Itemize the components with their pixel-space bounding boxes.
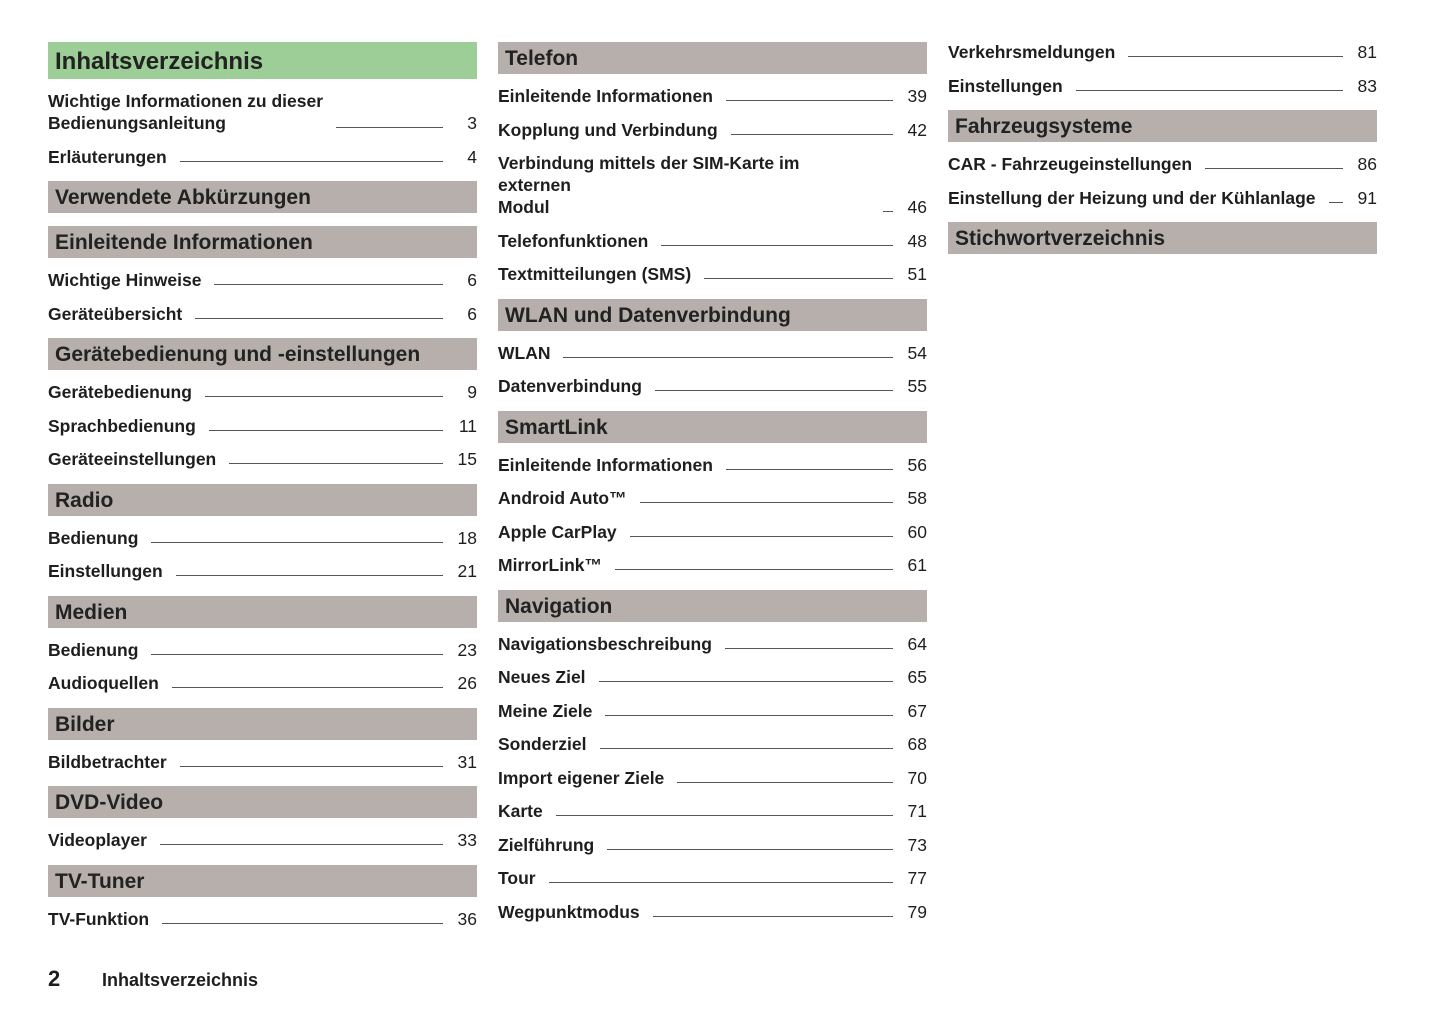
toc-entry[interactable] <box>498 515 927 549</box>
entry-page-number: 86 <box>1357 154 1377 174</box>
entry-page-number: 6 <box>467 270 477 290</box>
toc-entry[interactable] <box>48 297 477 331</box>
toc-entry[interactable] <box>498 794 927 828</box>
entry-list <box>48 818 477 857</box>
toc-entry[interactable] <box>48 140 477 174</box>
entry-page-number: 71 <box>907 801 927 821</box>
toc-entry[interactable] <box>48 521 477 555</box>
toc-entry[interactable] <box>498 761 927 795</box>
leader-line <box>151 542 443 543</box>
entry-list <box>48 79 477 173</box>
entry-page-number: 60 <box>907 521 927 542</box>
entry-page-number: 68 <box>907 734 927 754</box>
toc-section <box>48 865 477 936</box>
entry-page-number: 77 <box>907 868 927 888</box>
leader-line <box>661 245 893 246</box>
toc-entry[interactable] <box>498 224 927 258</box>
toc-section <box>948 222 1377 259</box>
toc-entry[interactable] <box>48 442 477 476</box>
toc-entry[interactable] <box>498 481 927 515</box>
entry-list <box>48 628 477 700</box>
toc-entry[interactable] <box>498 895 927 929</box>
toc-entry[interactable] <box>948 69 1377 103</box>
entry-title: Import eigener Ziele <box>498 767 665 788</box>
section-heading[interactable]: SmartLink <box>498 411 927 443</box>
leader-line <box>677 782 893 783</box>
entry-page-number: 9 <box>467 382 477 402</box>
leader-line <box>600 748 894 749</box>
toc-entry[interactable] <box>48 84 477 140</box>
toc-section <box>48 708 477 779</box>
entry-page-number: 58 <box>907 488 927 508</box>
leader-line <box>214 284 443 285</box>
entry-page-number: 39 <box>907 86 927 106</box>
leader-line <box>176 575 443 576</box>
entry-page-number: 65 <box>907 667 927 687</box>
toc-entry[interactable] <box>498 113 927 147</box>
entry-title: Einstellungen <box>948 75 1063 96</box>
leader-line <box>205 396 443 397</box>
entry-list <box>498 443 927 582</box>
entry-page-number: 4 <box>467 146 477 167</box>
entry-page-number: 91 <box>1357 187 1377 208</box>
entry-page-number: 18 <box>457 527 477 548</box>
entry-page-number: 23 <box>457 639 477 660</box>
toc-entry[interactable] <box>948 181 1377 215</box>
toc-entry[interactable] <box>948 147 1377 181</box>
entry-title: Erläuterungen <box>48 146 167 167</box>
entry-title: Wichtige Informationen zu dieser Bedienungsanleitung <box>48 91 324 133</box>
entry-title: Verbindung mittels der SIM-Karte im externen Modul <box>498 153 800 217</box>
entry-title: Einleitende Informationen <box>498 86 713 106</box>
leader-line <box>1128 56 1343 57</box>
section-heading[interactable]: Navigation <box>498 590 927 622</box>
entry-list <box>48 897 477 936</box>
entry-list <box>48 740 477 779</box>
toc-entry[interactable] <box>498 727 927 761</box>
entry-page-number: 6 <box>467 303 477 324</box>
entry-title: Kopplung und Verbindung <box>498 119 718 140</box>
section-heading[interactable]: Verwendete Abkürzungen <box>48 181 477 213</box>
leader-line <box>607 849 893 850</box>
leader-line <box>653 916 893 917</box>
leader-line <box>883 211 893 212</box>
leader-line <box>599 681 893 682</box>
entry-title: Bedienung <box>48 639 139 660</box>
page-number: 2 <box>48 966 61 991</box>
toc-section <box>48 226 477 330</box>
leader-line <box>195 318 443 319</box>
entry-title: Tour <box>498 868 536 888</box>
entry-title: Geräteübersicht <box>48 303 183 324</box>
entry-list <box>948 35 1377 102</box>
toc-section <box>498 590 927 929</box>
entry-list <box>48 258 477 330</box>
leader-line <box>162 923 443 924</box>
leader-line <box>704 278 893 279</box>
toc-section <box>948 110 1377 214</box>
leader-line <box>615 569 893 570</box>
toc-section <box>948 35 1377 102</box>
entry-title: TV-Funktion <box>48 908 150 929</box>
entry-title: Android Auto™ <box>498 488 627 508</box>
toc-entry[interactable] <box>48 263 477 297</box>
entry-page-number: 36 <box>457 908 477 929</box>
entry-page-number: 79 <box>907 901 927 922</box>
leader-line <box>229 463 443 464</box>
toc-entry[interactable] <box>498 694 927 728</box>
toc-entry[interactable] <box>498 828 927 862</box>
leader-line <box>151 654 443 655</box>
entry-page-number: 31 <box>457 751 477 772</box>
entry-title: Einstellung der Heizung und der Kühlanlage <box>948 187 1316 208</box>
leader-line <box>731 134 893 135</box>
entry-title: Gerätebedienung <box>48 382 192 402</box>
leader-line <box>726 100 893 101</box>
toc-entry[interactable] <box>498 146 927 224</box>
entry-title: CAR - Fahrzeugeinstellungen <box>948 154 1193 174</box>
entry-page-number: 55 <box>907 376 927 396</box>
entry-title: Sonderziel <box>498 734 587 754</box>
page-title[interactable]: Inhaltsverzeichnis <box>48 42 477 79</box>
section-heading[interactable]: Fahrzeugsysteme <box>948 110 1377 142</box>
section-heading[interactable]: Einleitende Informationen <box>48 226 477 258</box>
entry-list <box>498 622 927 929</box>
entry-page-number: 11 <box>458 415 477 436</box>
entry-page-number: 15 <box>457 449 477 469</box>
leader-line <box>160 844 443 845</box>
toc-entry[interactable] <box>498 336 927 370</box>
section-heading[interactable]: Gerätebedienung und -einstellungen <box>48 338 477 370</box>
leader-line <box>1329 202 1343 203</box>
entry-title: Bildbetrachter <box>48 751 167 772</box>
toc-entry[interactable] <box>498 548 927 582</box>
entry-title: Karte <box>498 801 543 821</box>
entry-title: Wichtige Hinweise <box>48 270 202 290</box>
entry-page-number: 56 <box>907 454 927 475</box>
toc-entry[interactable] <box>48 375 477 409</box>
entry-page-number: 67 <box>907 700 927 721</box>
toc-entry[interactable] <box>498 448 927 482</box>
leader-line <box>726 469 893 470</box>
entry-list <box>498 331 927 403</box>
toc-section <box>498 299 927 403</box>
entry-list <box>48 516 477 588</box>
entry-title: Navigationsbeschreibung <box>498 633 712 654</box>
entry-page-number: 73 <box>907 834 927 855</box>
leader-line <box>640 502 893 503</box>
entry-title: Neues Ziel <box>498 667 586 687</box>
entry-title: Geräteeinstellungen <box>48 449 217 469</box>
entry-title: Meine Ziele <box>498 700 593 721</box>
toc-column-2 <box>498 42 927 928</box>
section-heading[interactable]: Radio <box>48 484 477 516</box>
entry-page-number: 46 <box>907 197 927 217</box>
toc-column-1 <box>48 42 477 935</box>
entry-list <box>948 254 1377 259</box>
entry-page-number: 81 <box>1357 42 1377 62</box>
leader-line <box>209 430 443 431</box>
toc-section <box>498 411 927 582</box>
toc-entry[interactable] <box>48 823 477 857</box>
toc-entry[interactable] <box>48 409 477 443</box>
toc-entry[interactable] <box>948 35 1377 69</box>
toc-section <box>48 181 477 218</box>
entry-title: Wegpunktmodus <box>498 901 640 922</box>
leader-line <box>655 390 893 391</box>
toc-entry[interactable] <box>498 369 927 403</box>
entry-title: Einstellungen <box>48 561 163 581</box>
section-heading[interactable]: DVD-Video <box>48 786 477 818</box>
section-heading[interactable]: Stichwortverzeichnis <box>948 222 1377 254</box>
entry-title: Datenverbindung <box>498 376 642 396</box>
toc-entry[interactable] <box>498 627 927 661</box>
toc-column-3 <box>948 35 1377 259</box>
entry-page-number: 70 <box>907 767 927 788</box>
entry-title: Audioquellen <box>48 673 159 693</box>
entry-page-number: 51 <box>907 264 927 284</box>
entry-title: Sprachbedienung <box>48 415 196 436</box>
entry-title: WLAN <box>498 342 551 363</box>
entry-page-number: 61 <box>907 555 927 575</box>
toc-entry[interactable] <box>48 554 477 588</box>
entry-list <box>48 213 477 218</box>
leader-line <box>725 648 893 649</box>
section-heading[interactable]: Medien <box>48 596 477 628</box>
toc-section <box>48 42 477 173</box>
toc-entry[interactable] <box>48 666 477 700</box>
entry-list <box>48 370 477 476</box>
toc-entry[interactable] <box>48 745 477 779</box>
leader-line <box>563 357 893 358</box>
footer-title: Inhaltsverzeichnis <box>102 970 259 990</box>
entry-title: MirrorLink™ <box>498 555 603 575</box>
toc-section <box>48 786 477 857</box>
entry-title: Bedienung <box>48 527 139 548</box>
leader-line <box>556 815 893 816</box>
entry-page-number: 64 <box>907 633 927 654</box>
leader-line <box>180 161 443 162</box>
entry-page-number: 54 <box>907 342 927 363</box>
entry-title: Telefonfunktionen <box>498 230 649 251</box>
leader-line <box>630 536 893 537</box>
entry-title: Verkehrsmeldungen <box>948 42 1116 62</box>
section-heading[interactable]: Telefon <box>498 42 927 74</box>
section-heading[interactable]: Bilder <box>48 708 477 740</box>
entry-title: Textmitteilungen (SMS) <box>498 264 692 284</box>
entry-page-number: 48 <box>907 230 927 251</box>
toc-entry[interactable] <box>48 902 477 936</box>
entry-title: Zielführung <box>498 834 595 855</box>
entry-page-number: 26 <box>457 673 477 693</box>
toc-section <box>48 338 477 476</box>
leader-line <box>605 715 893 716</box>
section-heading[interactable]: WLAN und Datenverbindung <box>498 299 927 331</box>
toc-entry[interactable] <box>498 79 927 113</box>
toc-entry[interactable] <box>498 660 927 694</box>
leader-line <box>1205 168 1343 169</box>
entry-list <box>948 142 1377 214</box>
section-heading[interactable]: TV-Tuner <box>48 865 477 897</box>
entry-page-number: 83 <box>1357 75 1377 96</box>
leader-line <box>1076 90 1343 91</box>
leader-line <box>180 766 443 767</box>
leader-line <box>336 127 443 128</box>
entry-title: Apple CarPlay <box>498 521 617 542</box>
entry-page-number: 3 <box>467 113 477 133</box>
toc-entry[interactable] <box>498 861 927 895</box>
entry-title: Videoplayer <box>48 830 147 850</box>
toc-section <box>48 484 477 588</box>
leader-line <box>549 882 893 883</box>
toc-section <box>498 42 927 291</box>
entry-page-number: 21 <box>457 561 477 581</box>
toc-entry[interactable] <box>498 257 927 291</box>
page-footer <box>48 966 258 992</box>
leader-line <box>172 687 443 688</box>
entry-page-number: 33 <box>457 830 477 850</box>
toc-entry[interactable] <box>48 633 477 667</box>
entry-page-number: 42 <box>907 119 927 140</box>
entry-list <box>498 74 927 291</box>
entry-title: Einleitende Informationen <box>498 454 713 475</box>
toc-section <box>48 596 477 700</box>
